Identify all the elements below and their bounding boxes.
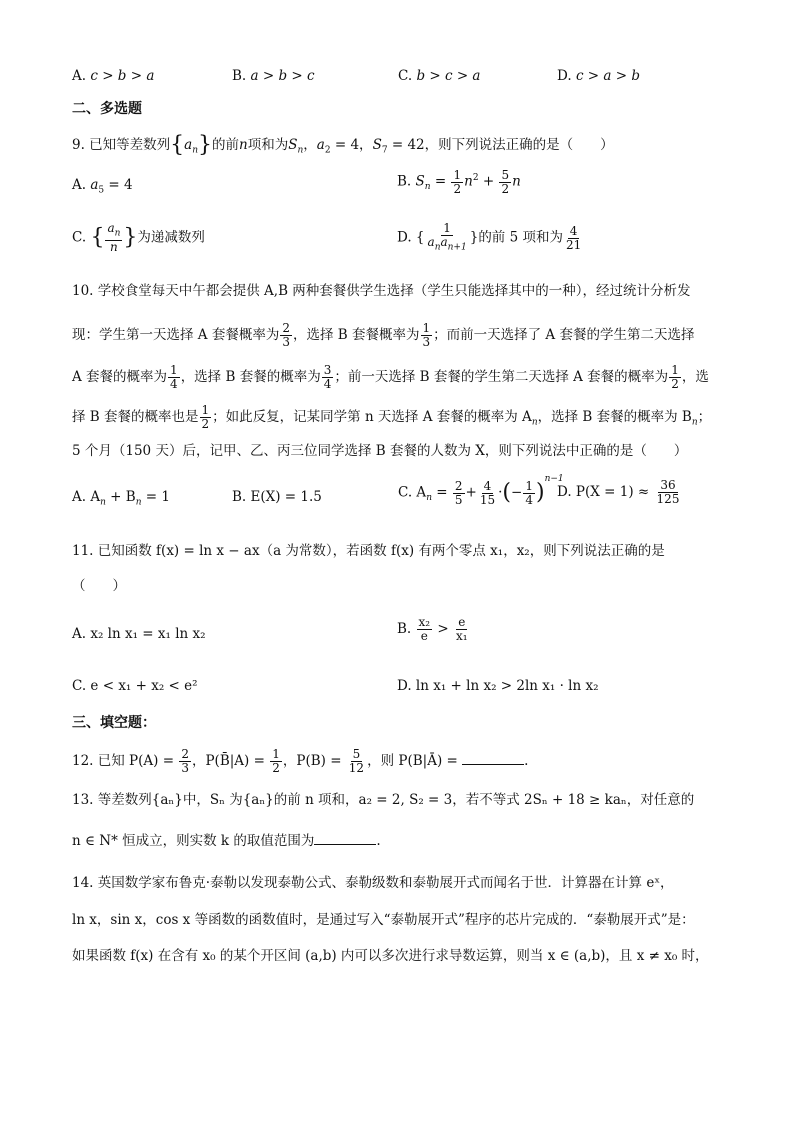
q8-option-b: B. a > b > c [232,68,315,84]
q8-option-a: A. c > b > a [72,68,155,84]
q10-option-d: D. P(X = 1) ≈ $\frac{36}{125}$ [557,478,680,506]
q11-option-a: A. x₂ ln x₁ = x₁ ln x₂ [72,626,206,642]
q14-line-2: ln x，sin x，cos x 等函数的函数值时，是通过写入“泰勒展开式”程序的芯片完成的．“泰勒展开式”是： [72,912,695,928]
q10-option-b: B. E(X) = 1.5 [232,489,322,505]
q10-line-5: 5 个月（150 天）后，记甲、乙、丙三位同学选择 B 套餐的人数为 X，则下列说法中正确的是（ ） [72,443,688,459]
q10-option-a: A. $A_n + B_n = 1$ [72,489,170,508]
q12-stem: 12. 已知 P(A) = $\frac{2}{3}$ ，P(B̄|A) = $\frac{1}{2}$ ，P(B) = $\frac{5}{12}$ ，则 P(B|Ā) = . [72,747,529,775]
q12-answer-blank[interactable] [462,752,524,765]
q13-answer-blank[interactable] [314,832,376,845]
q11-option-d: D. ln x₁ + ln x₂ > 2ln x₁ · ln x₂ [397,678,599,694]
q13-line-1: 13. 等差数列{aₙ}中，Sₙ 为{aₙ}的前 n 项和，a₂ = 2, S₂ = 3，若不等式 2Sₙ + 18 ≥ kaₙ，对任意的 [72,792,695,808]
q9-option-c: C. { $\frac{a_n}{n}$ }为递减数列 [72,221,205,255]
q10-option-c: C. $A_n$ = $\frac{2}{5}$ + $\frac{4}{15}$ ·(− $\frac{1}{4}$ )$^{n-1}$ [398,474,564,507]
q10-line-4: 择 B 套餐的概率也是 $\frac{1}{2}$ ；如此反复，记某同学第 n 天选择 A 套餐的概率为 $A_n$，选择 B 套餐的概率为 $B_n$； [72,403,712,431]
q11-option-c: C. e < x₁ + x₂ < e² [72,678,198,694]
q8-option-c: C. b > c > a [398,68,481,84]
q9-option-b: B. $S_n$ = $\frac{1}{2}$ $n^2$ + $\frac{5}{2}$ n [397,167,521,196]
q11-stem: 11. 已知函数 f(x) = ln x − ax（a 为常数），若函数 f(x) 有两个零点 x₁，x₂，则下列说法正确的是 [72,543,665,559]
q13-line-2: n ∈ N* 恒成立，则实数 k 的取值范围为 . [72,833,381,849]
q9-option-d: D. { 1 $a_na_{n+1}$ }的前 5 项和为 $\frac{4}{21}$ [397,221,582,253]
q10-line-2: 现：学生第一天选择 A 套餐概率为 $\frac{2}{3}$ ，选择 B 套餐概率为 $\frac{1}{3}$ ；而前一天选择了 A 套餐的学生第二天选择 [72,321,695,349]
q10-line-3: A 套餐的概率为 $\frac{1}{4}$ ，选择 B 套餐的概率为 $\frac{3}{4}$ ；前一天选择 B 套餐的学生第二天选择 A 套餐的概率为 $\frac{1}{2}$ ，选 [72,363,709,391]
q10-line-1: 10. 学校食堂每天中午都会提供 A,B 两种套餐供学生选择（学生只能选择其中的一种），经过统计分析发 [72,283,691,299]
q11-paren: （ ） [72,578,126,594]
q11-option-b: B. $\frac{\text{x₂}}{e}$ > $\frac{e}{\text{x₁}}$ [397,615,468,643]
q14-line-1: 14. 英国数学家布鲁克·泰勒以发现泰勒公式、泰勒级数和泰勒展开式而闻名于世．计算器在计算 eˣ， [72,875,674,891]
q9-option-a: A. $a_5 = 4$ [72,177,133,196]
section-heading-fill: 三、填空题： [72,715,156,731]
q8-option-d: D. c > a > b [557,68,640,84]
q14-line-3: 如果函数 f(x) 在含有 x₀ 的某个开区间 (a,b) 内可以多次进行求导数运算，则当 x ∈ (a,b)，且 x ≠ x₀ 时， [72,948,709,964]
section-heading-multi: 二、多选题 [72,101,142,117]
q9-stem: 9. 已知等差数列$\{a_n\}$的前n项和为$S_n$，$a_2 = 4$，$S_7 = 42$，则下列说法正确的是（ ） [72,132,614,158]
